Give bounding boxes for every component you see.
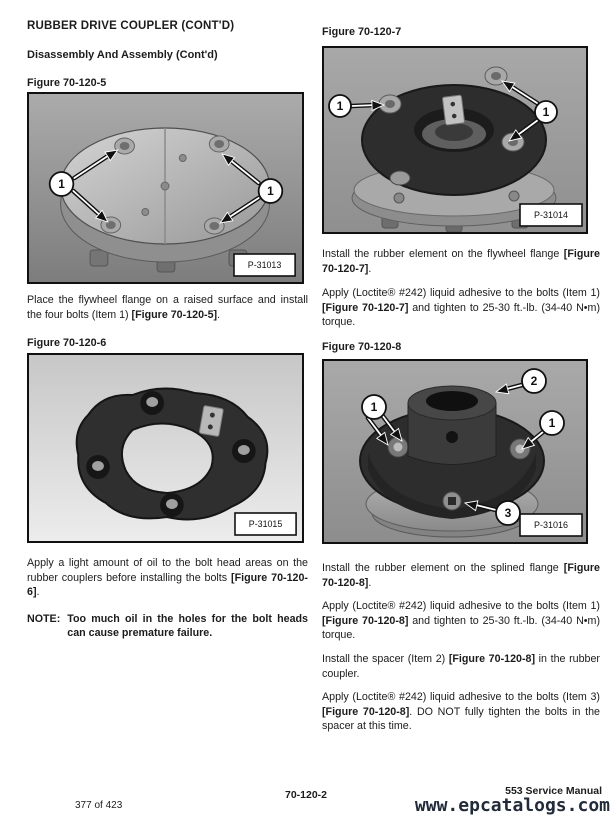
paragraph: Install the rubber element on the splined flange [Figure 70-120-8]. (322, 561, 600, 589)
photo-id-label (235, 513, 296, 535)
paragraph: Install the spacer (Item 2) [Figure 70-120-8] in the rubber coupler. (322, 652, 600, 680)
page-number: 377 of 423 (75, 800, 123, 811)
section-code: 70-120-2 (284, 789, 328, 801)
paragraph: Apply (Loctite® #242) liquid adhesive to the bolts (Item 3) [Figure 70-120-8]. DO NOT fully tighten the bolts in the spacer at this time. (322, 691, 600, 733)
figure-7-caption: Figure 70-120-7 (322, 26, 402, 38)
watermark-url: www.epcatalogs.com (414, 795, 610, 816)
figure-7-photo (322, 46, 588, 234)
rubber-element-on-splined-flange-photo (324, 361, 586, 542)
bolt-hole (232, 439, 256, 463)
spacer-hub-item-2 (408, 386, 496, 465)
bolt-hole (140, 391, 164, 415)
svg-text:2: 2 (530, 373, 538, 388)
rubber-element-on-flywheel-flange-photo (324, 48, 586, 232)
bolt-item-1 (115, 138, 135, 154)
callout-1-icon (259, 179, 283, 203)
photo-id-label (520, 204, 582, 226)
metal-insert-plate (442, 95, 464, 125)
callout-1-icon (50, 172, 74, 196)
figure-8-caption: Figure 70-120-8 (322, 340, 402, 353)
svg-text:P-31015: P-31015 (248, 519, 283, 530)
figure-6-photo (27, 353, 304, 543)
flywheel-flange (61, 128, 270, 272)
figure-5-photo (27, 92, 304, 284)
paragraph: Apply a light amount of oil to the bolt head areas on the rubber couplers before installing the bolts [Figure 70-120-6]. (27, 557, 308, 599)
svg-text:P-31013: P-31013 (247, 259, 282, 271)
bolt-hole (160, 493, 184, 517)
bolt-item-3 (443, 492, 461, 510)
rubber-coupler-photo (29, 355, 302, 541)
note-block (27, 612, 308, 641)
metal-insert-plate (199, 406, 223, 437)
photo-id-label (520, 514, 582, 536)
paragraph: Place the flywheel flange on a raised surface and install the four bolts (Item 1) [Figure 70-120-5]. (27, 294, 308, 321)
note-label: NOTE: (27, 612, 61, 625)
svg-text:P-31016: P-31016 (533, 519, 569, 530)
bolt-recess-item-1 (388, 437, 408, 457)
right-column (322, 0, 600, 734)
section-title: RUBBER DRIVE COUPLER (CONT'D) (27, 20, 235, 32)
callout-1-icon (329, 95, 351, 117)
bolt-hole (86, 455, 110, 479)
svg-text:1: 1 (542, 105, 550, 119)
callout-3-icon (496, 501, 520, 525)
figure-8-photo (322, 359, 588, 544)
callout-1-icon (362, 395, 386, 419)
svg-text:1: 1 (548, 415, 556, 430)
left-column (27, 0, 308, 641)
callout-2-icon (522, 369, 546, 393)
svg-text:3: 3 (504, 505, 512, 520)
note-text: Too much oil in the holes for the bolt heads can cause premature failure. (67, 612, 308, 640)
svg-text:P-31014: P-31014 (533, 210, 569, 220)
manual-name: 553 Service Manual (505, 785, 602, 797)
section-subtitle: Disassembly And Assembly (Cont'd) (27, 49, 218, 61)
paragraph: Install the rubber element on the flywheel flange [Figure 70-120-7]. (322, 248, 600, 275)
bolt-item-1 (209, 136, 229, 152)
callout-1-icon (535, 101, 557, 123)
footer-right-block (415, 785, 610, 815)
svg-text:1: 1 (336, 99, 344, 113)
svg-text:1: 1 (370, 399, 378, 414)
flywheel-flange-photo (29, 94, 302, 282)
svg-text:1: 1 (267, 183, 274, 199)
paragraph: Apply (Loctite® #242) liquid adhesive to the bolts (Item 1) [Figure 70-120-8] and tighten to 25-30 ft.-lb. (34-40 N•m) torque. (322, 600, 600, 642)
bolt-item-1 (204, 218, 224, 234)
svg-text:1: 1 (58, 176, 65, 192)
figure-5-caption: Figure 70-120-5 (27, 77, 107, 89)
figure-6-caption: Figure 70-120-6 (27, 337, 107, 350)
photo-id-label (234, 254, 295, 276)
callout-1-icon (540, 411, 564, 435)
paragraph: Apply (Loctite® #242) liquid adhesive to the bolts (Item 1) [Figure 70-120-7] and tighten to 25-30 ft.-lb. (34-40 N•m) torque. (322, 287, 600, 329)
